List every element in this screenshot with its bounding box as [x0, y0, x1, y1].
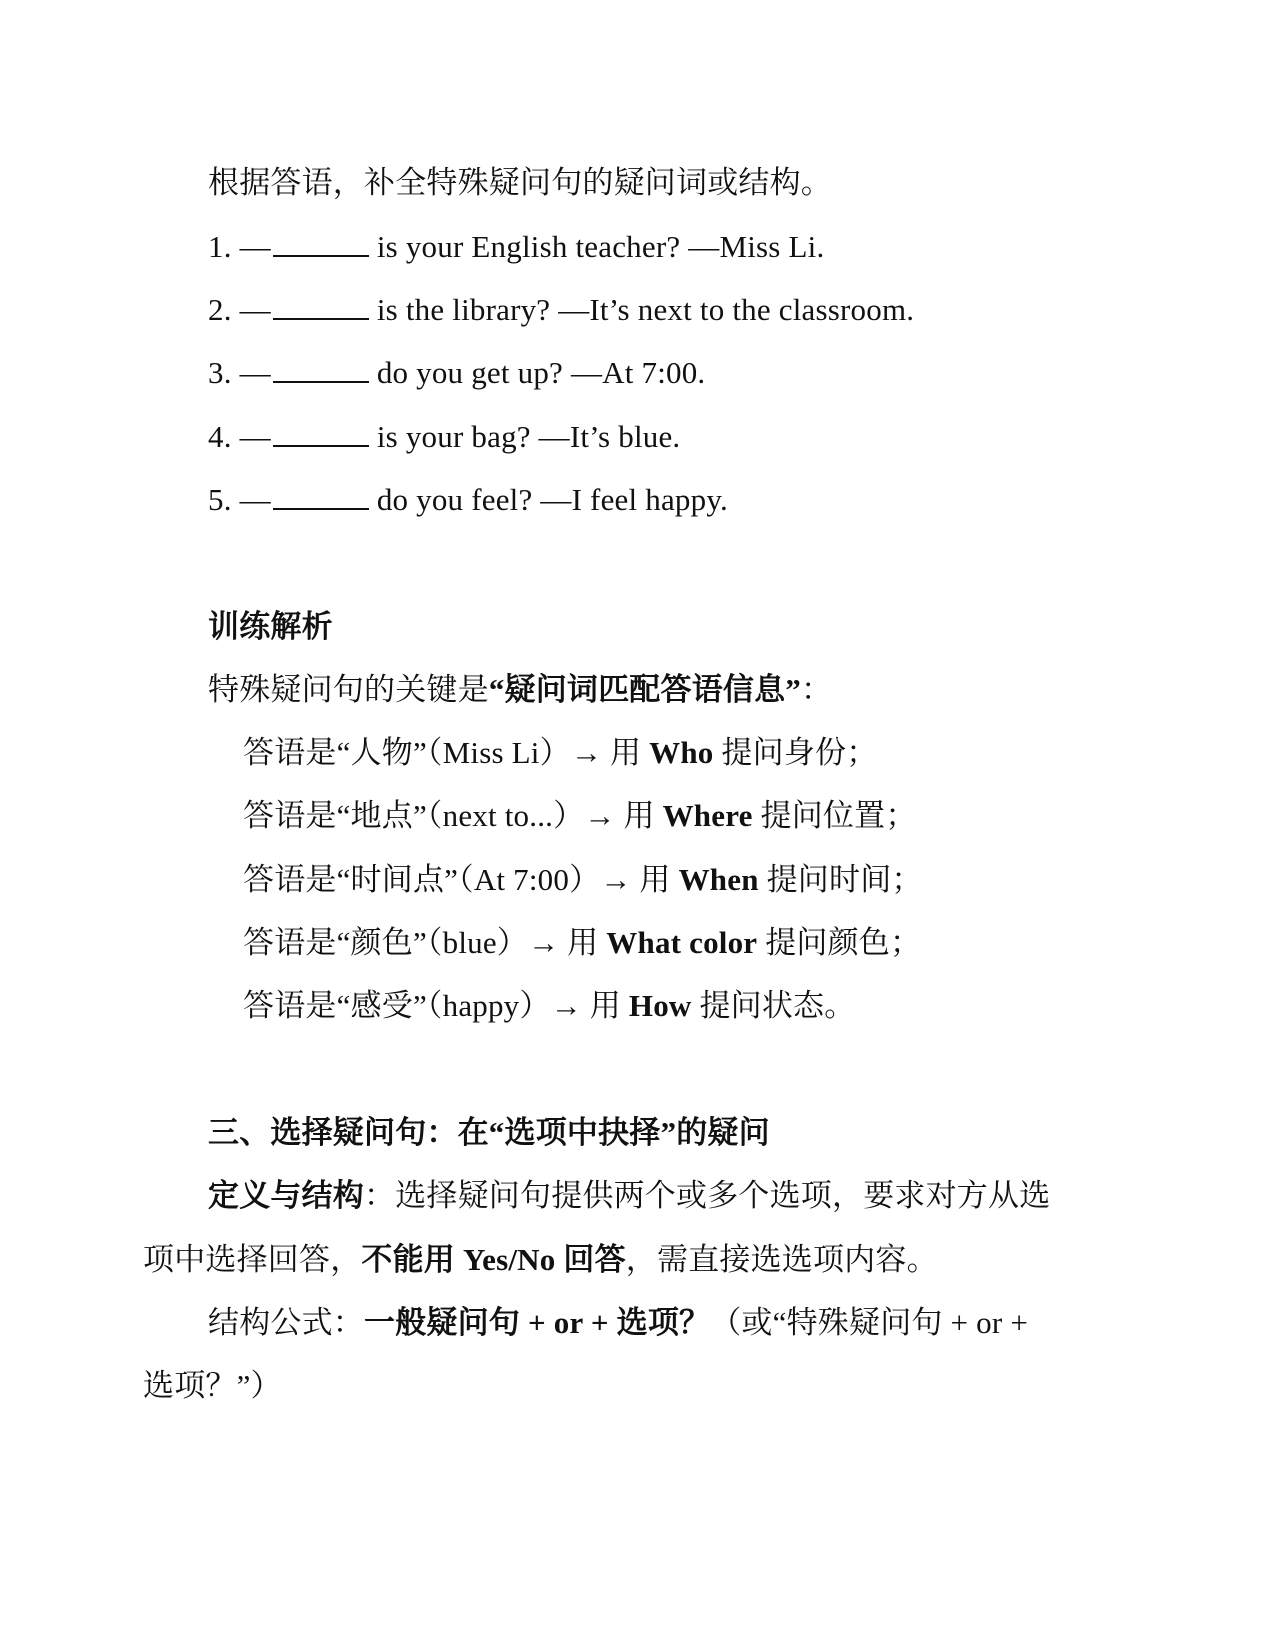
analysis-item-where — [243, 796, 917, 836]
question-text: do you feel? —I feel happy. — [376, 482, 728, 517]
question-number: 1. — — [208, 229, 271, 264]
definition-text: 项中选择回答， — [143, 1242, 362, 1277]
item-keyword: Where — [662, 798, 753, 833]
answer-blank[interactable] — [273, 482, 369, 510]
question-number: 5. — — [208, 482, 271, 517]
item-keyword: Who — [649, 735, 714, 770]
answer-blank[interactable] — [273, 419, 369, 447]
exercise-instruction: 根据答语，补全特殊疑问句的疑问词或结构。 — [208, 165, 832, 200]
question-1 — [208, 227, 824, 267]
formula-alternative: （或“特殊疑问句 + or + — [710, 1305, 1029, 1340]
analysis-item-how — [243, 986, 855, 1026]
analysis-lead — [208, 670, 832, 710]
item-prefix: 答语是“感受”（happy）→ 用 — [243, 988, 629, 1023]
item-keyword: What color — [606, 925, 758, 960]
question-5 — [208, 480, 728, 520]
definition-text: ，需直接选选项内容。 — [625, 1242, 938, 1277]
item-suffix: 提问时间； — [758, 862, 923, 897]
analysis-lead-text: 特殊疑问句的关键是 — [208, 672, 489, 707]
question-number: 2. — — [208, 292, 271, 327]
formula-line-2: 选项？”） — [143, 1368, 282, 1403]
item-keyword: How — [628, 988, 692, 1023]
question-text: do you get up? —At 7:00. — [376, 355, 706, 390]
item-prefix: 答语是“时间点”（At 7:00）→ 用 — [243, 862, 679, 897]
item-suffix: 提问状态。 — [691, 988, 856, 1023]
question-text: is the library? —It’s next to the classroom. — [376, 292, 915, 327]
question-4 — [208, 417, 680, 457]
item-suffix: 提问颜色； — [757, 925, 922, 960]
answer-blank[interactable] — [273, 229, 369, 257]
question-text: is your English teacher? —Miss Li. — [376, 229, 825, 264]
item-suffix: 提问身份； — [713, 735, 878, 770]
analysis-item-when — [243, 860, 923, 900]
question-2 — [208, 290, 914, 330]
formula-emphasis: 一般疑问句 + or + 选项？ — [364, 1305, 711, 1340]
formula-line-1 — [208, 1303, 1028, 1343]
question-text: is your bag? —It’s blue. — [376, 419, 681, 454]
analysis-item-who — [243, 733, 877, 773]
question-number: 4. — — [208, 419, 271, 454]
definition-line-2 — [143, 1240, 938, 1280]
definition-emphasis: 不能用 Yes/No 回答 — [361, 1242, 626, 1277]
answer-blank[interactable] — [273, 355, 369, 383]
item-prefix: 答语是“地点”（next to...）→ 用 — [243, 798, 663, 833]
question-3 — [208, 353, 705, 393]
answer-blank[interactable] — [273, 292, 369, 320]
definition-text: ：选择疑问句提供两个或多个选项，要求对方从选 — [364, 1178, 1051, 1213]
definition-line-1 — [208, 1176, 1050, 1216]
analysis-lead-colon: ： — [801, 672, 833, 707]
item-keyword: When — [678, 862, 759, 897]
item-prefix: 答语是“颜色”（blue）→ 用 — [243, 925, 607, 960]
question-number: 3. — — [208, 355, 271, 390]
analysis-item-what-color — [243, 923, 921, 963]
definition-label: 定义与结构 — [208, 1178, 364, 1213]
analysis-heading: 训练解析 — [208, 609, 333, 644]
item-prefix: 答语是“人物”（Miss Li）→ 用 — [243, 735, 650, 770]
analysis-lead-emphasis: “疑问词匹配答语信息” — [488, 672, 802, 707]
item-suffix: 提问位置； — [752, 798, 917, 833]
section-heading: 三、选择疑问句：在“选项中抉择”的疑问 — [208, 1115, 770, 1150]
formula-label: 结构公式： — [208, 1305, 364, 1340]
